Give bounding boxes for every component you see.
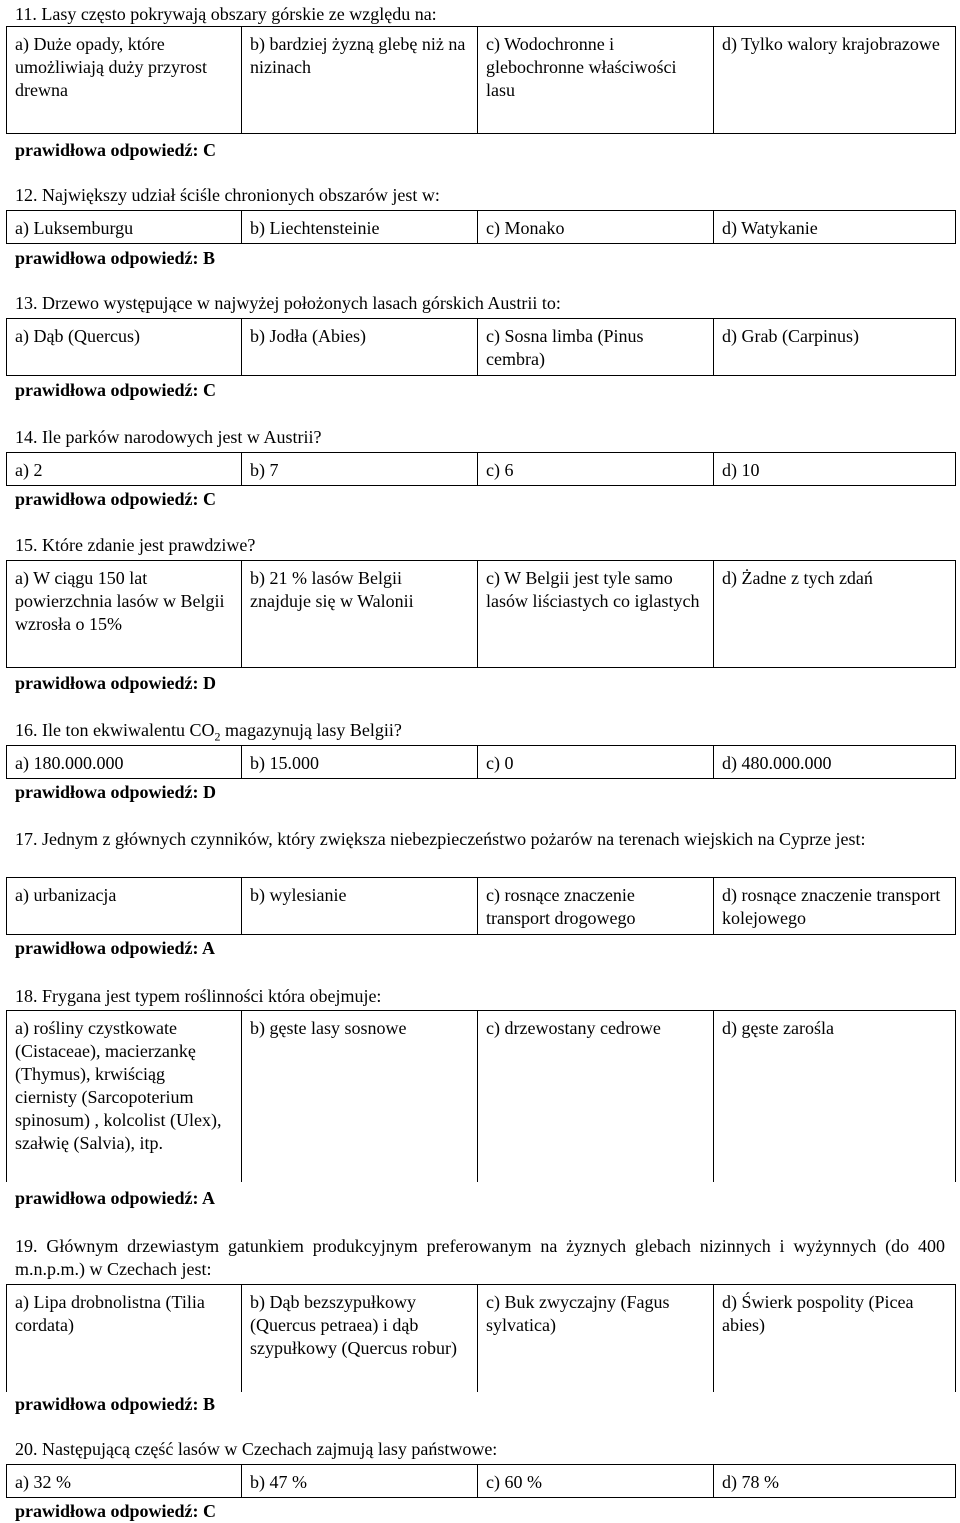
option-a: a) rośliny czystkowate (Cistaceae), macierzankę (Thymus), krwiściąg ciernisty (Sarcopoterium spinosum) , kolcolist (Ulex), szałwię (Salvia), itp. <box>7 1011 242 1183</box>
correct-answer: prawidłowa odpowiedź: D <box>15 782 217 802</box>
option-d: d) Grab (Carpinus) <box>714 319 956 376</box>
option-d: d) rosnące znaczenie transport kolejowego <box>714 878 956 935</box>
correct-answer: prawidłowa odpowiedź: B <box>15 248 216 268</box>
option-b: b) wylesianie <box>242 878 478 935</box>
options-table <box>6 1010 956 1182</box>
option-a: a) W ciągu 150 lat powierzchnia lasów w Belgii wzrosła o 15% <box>7 561 242 668</box>
option-b: b) gęste lasy sosnowe <box>242 1011 478 1183</box>
option-b: b) Liechtensteinie <box>242 211 478 244</box>
option-a: a) urbanizacja <box>7 878 242 935</box>
option-c: c) Sosna limba (Pinus cembra) <box>478 319 714 376</box>
option-c: c) rosnące znaczenie transport drogowego <box>478 878 714 935</box>
question-text: 15. Które zdanie jest prawdziwe? <box>15 535 256 555</box>
option-d: d) Świerk pospolity (Picea abies) <box>714 1285 956 1393</box>
correct-answer: prawidłowa odpowiedź: C <box>15 1501 217 1521</box>
options-table <box>6 210 956 244</box>
option-b: b) 21 % lasów Belgii znajduje się w Walonii <box>242 561 478 668</box>
question-text: 18. Frygana jest typem roślinności która obejmuje: <box>15 986 382 1006</box>
correct-answer: prawidłowa odpowiedź: A <box>15 1188 216 1208</box>
correct-answer: prawidłowa odpowiedź: C <box>15 380 217 400</box>
options-table <box>6 318 956 376</box>
question-text: 11. Lasy często pokrywają obszary górskie ze względu na: <box>15 4 437 24</box>
options-table <box>6 452 956 486</box>
question-text: 16. Ile ton ekwiwalentu $CO_2$ magazynują lasy Belgii? <box>15 720 402 744</box>
option-d: d) Watykanie <box>714 211 956 244</box>
option-a: a) 2 <box>7 453 242 486</box>
option-c: c) drzewostany cedrowe <box>478 1011 714 1183</box>
correct-answer: prawidłowa odpowiedź: B <box>15 1394 216 1414</box>
question-text: 12. Największy udział ściśle chronionych obszarów jest w: <box>15 185 440 205</box>
question-text: 13. Drzewo występujące w najwyżej położonych lasach górskich Austrii to: <box>15 293 561 313</box>
option-b: b) Jodła (Abies) <box>242 319 478 376</box>
option-d: d) 10 <box>714 453 956 486</box>
option-c: c) Wodochronne i glebochronne właściwości lasu <box>478 27 714 134</box>
option-d: d) Żadne z tych zdań <box>714 561 956 668</box>
option-c: c) 60 % <box>478 1465 714 1498</box>
options-table <box>6 26 956 134</box>
option-b: b) Dąb bezszypułkowy (Quercus petraea) i dąb szypułkowy (Quercus robur) <box>242 1285 478 1393</box>
option-a: a) 32 % <box>7 1465 242 1498</box>
option-d: d) 480.000.000 <box>714 746 956 779</box>
question-text: 14. Ile parków narodowych jest w Austrii? <box>15 427 322 447</box>
option-c: c) 6 <box>478 453 714 486</box>
question-text: 20. Następującą część lasów w Czechach zajmują lasy państwowe: <box>15 1439 498 1459</box>
option-c: c) Monako <box>478 211 714 244</box>
option-a: a) 180.000.000 <box>7 746 242 779</box>
options-table <box>6 1464 956 1498</box>
options-table <box>6 745 956 779</box>
option-a: a) Lipa drobnolistna (Tilia cordata) <box>7 1285 242 1393</box>
option-c: c) Buk zwyczajny (Fagus sylvatica) <box>478 1285 714 1393</box>
option-b: b) 15.000 <box>242 746 478 779</box>
correct-answer: prawidłowa odpowiedź: C <box>15 140 217 160</box>
option-b: b) bardziej żyzną glebę niż na nizinach <box>242 27 478 134</box>
options-table <box>6 1284 956 1392</box>
option-a: a) Duże opady, które umożliwiają duży przyrost drewna <box>7 27 242 134</box>
option-a: a) Dąb (Quercus) <box>7 319 242 376</box>
question-text: 17. Jednym z głównych czynników, który zwiększa niebezpieczeństwo pożarów na terenach wiejskich na Cyprze jest: <box>15 829 866 849</box>
option-d: d) 78 % <box>714 1465 956 1498</box>
question-text: 19. Głównym drzewiastym gatunkiem produkcyjnym preferowanym na żyznych glebach nizinnych i wyżynnych (do 400 m.n.p.m.) w Czechach jest: <box>15 1236 945 1279</box>
correct-answer: prawidłowa odpowiedź: D <box>15 673 217 693</box>
correct-answer: prawidłowa odpowiedź: A <box>15 938 216 958</box>
option-b: b) 47 % <box>242 1465 478 1498</box>
options-table <box>6 560 956 668</box>
options-table <box>6 877 956 935</box>
option-d: d) Tylko walory krajobrazowe <box>714 27 956 134</box>
correct-answer: prawidłowa odpowiedź: C <box>15 489 217 509</box>
option-d: d) gęste zarośla <box>714 1011 956 1183</box>
option-c: c) 0 <box>478 746 714 779</box>
option-c: c) W Belgii jest tyle samo lasów liściastych co iglastych <box>478 561 714 668</box>
option-b: b) 7 <box>242 453 478 486</box>
option-a: a) Luksemburgu <box>7 211 242 244</box>
